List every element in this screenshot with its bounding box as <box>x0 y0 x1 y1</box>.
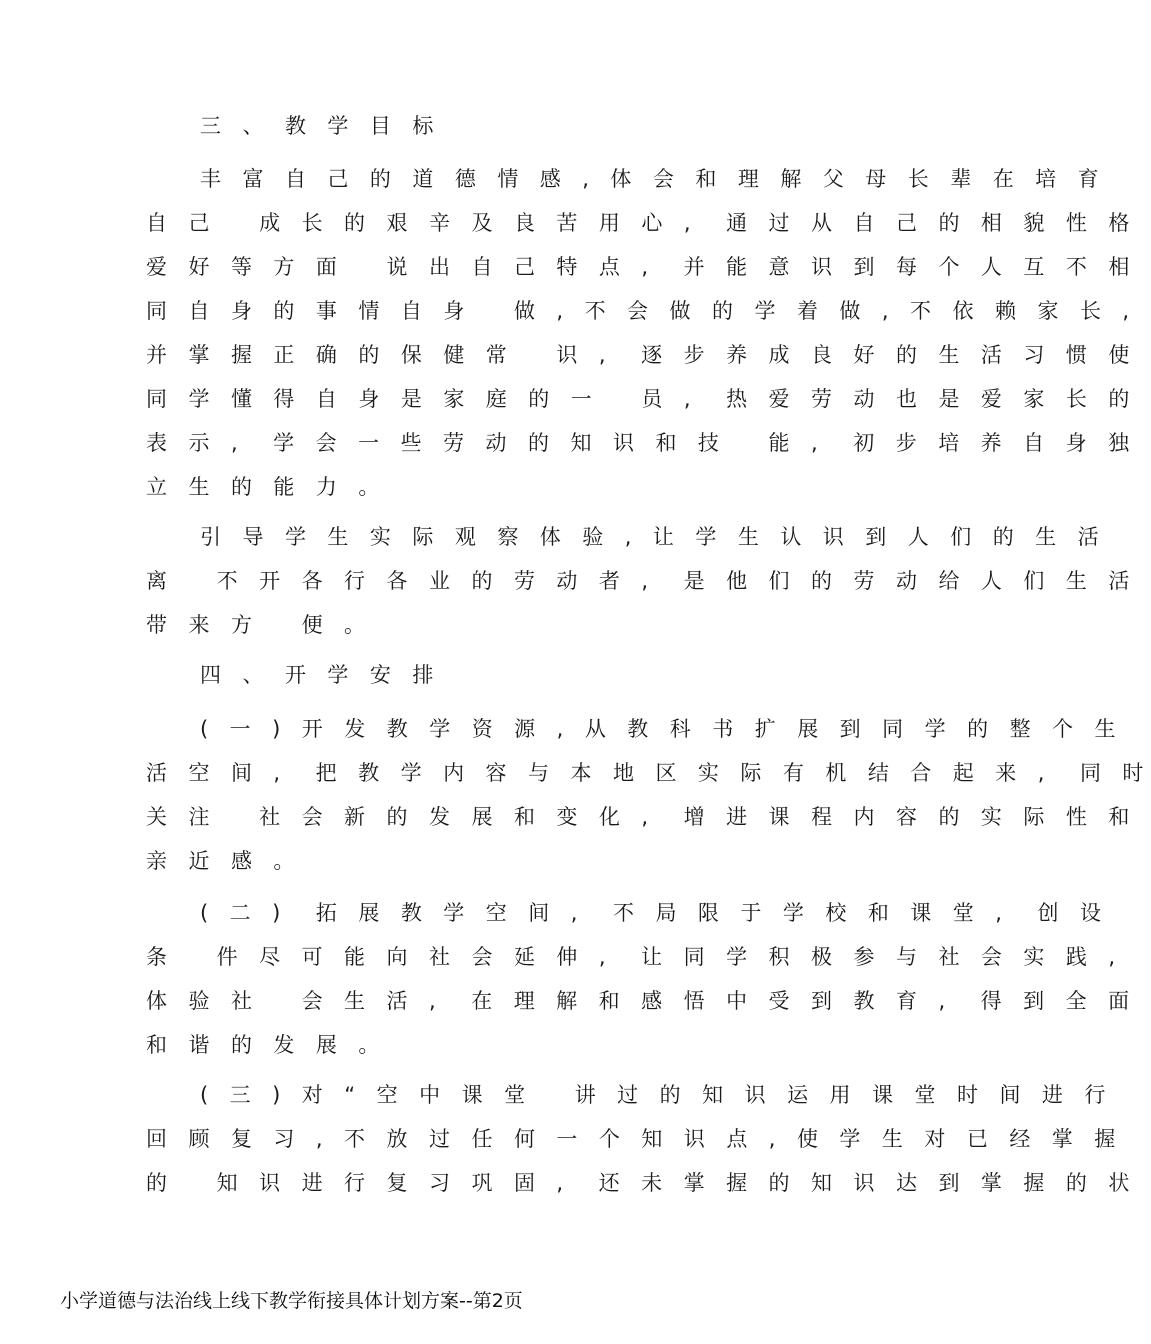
paragraph-line: 关 注 社 会 新 的 发 展 和 变 化 , 增 进 课 程 内 容 的 实 际 性 和 <box>146 805 1137 829</box>
paragraph-line: 同 学 懂 得 自 身 是 家 庭 的 一 员 , 热 爱 劳 动 也 是 爱 家 长 的 <box>146 387 1137 411</box>
paragraph-line: 回 顾 复 习 , 不 放 过 任 何 一 个 知 识 点 , 使 学 生 对 已 经 掌 握 <box>146 1127 1123 1151</box>
paragraph-line: 条 件 尽 可 能 向 社 会 延 伸 , 让 同 学 积 极 参 与 社 会 实 践 , <box>146 945 1123 969</box>
paragraph-line: ( 二 ) 拓 展 教 学 空 间 , 不 局 限 于 学 校 和 课 堂 , 创 设 <box>200 901 1109 925</box>
paragraph-line: ( 一 ) 开 发 教 学 资 源 , 从 教 科 书 扩 展 到 同 学 的 整 个 生 <box>200 717 1123 741</box>
section-heading-semester-plan: 四 、 开 学 安 排 <box>200 663 441 687</box>
section-heading-teaching-goals: 三 、 教 学 目 标 <box>200 114 441 138</box>
paragraph-line: 带 来 方 便 。 <box>146 613 373 637</box>
paragraph-line: 体 验 社 会 生 活 , 在 理 解 和 感 悟 中 受 到 教 育 , 得 到 全 面 <box>146 989 1137 1013</box>
paragraph-line: 引 导 学 生 实 际 观 察 体 验 , 让 学 生 认 识 到 人 们 的 生 活 <box>200 525 1107 549</box>
paragraph-line: 自 己 成 长 的 艰 辛 及 良 苦 用 心 , 通 过 从 自 己 的 相 貌 性 格 <box>146 211 1137 235</box>
paragraph-line: 爱 好 等 方 面 说 出 自 己 特 点 , 并 能 意 识 到 每 个 人 互 不 相 <box>146 255 1137 279</box>
paragraph-line: 离 不 开 各 行 各 业 的 劳 动 者 , 是 他 们 的 劳 动 给 人 们 生 活 <box>146 569 1137 593</box>
page-footer: 小学道德与法治线上线下教学衔接具体计划方案--第2页 <box>60 1290 523 1312</box>
paragraph-line: 同 自 身 的 事 情 自 身 做 , 不 会 做 的 学 着 做 , 不 依 赖 家 长 , <box>146 299 1137 323</box>
paragraph-line: 丰 富 自 己 的 道 德 情 感 , 体 会 和 理 解 父 母 长 辈 在 培 育 <box>200 167 1107 191</box>
paragraph-line: 并 掌 握 正 确 的 保 健 常 识 , 逐 步 养 成 良 好 的 生 活 习 惯 使 <box>146 343 1137 367</box>
paragraph-line: 亲 近 感 。 <box>146 849 302 873</box>
paragraph-line: 立 生 的 能 力 。 <box>146 475 387 499</box>
paragraph-line: 的 知 识 进 行 复 习 巩 固 , 还 未 掌 握 的 知 识 达 到 掌 握 的 状 <box>146 1171 1137 1195</box>
paragraph-line: 表 示 , 学 会 一 些 劳 动 的 知 识 和 技 能 , 初 步 培 养 自 身 独 <box>146 431 1137 455</box>
paragraph-line: 活 空 间 , 把 教 学 内 容 与 本 地 区 实 际 有 机 结 合 起 来 , 同 时 <box>146 761 1151 785</box>
paragraph-line: ( 三 ) 对 “ 空 中 课 堂 讲 过 的 知 识 运 用 课 堂 时 间 进 行 <box>200 1083 1113 1107</box>
paragraph-line: 和 谐 的 发 展 。 <box>146 1033 387 1057</box>
